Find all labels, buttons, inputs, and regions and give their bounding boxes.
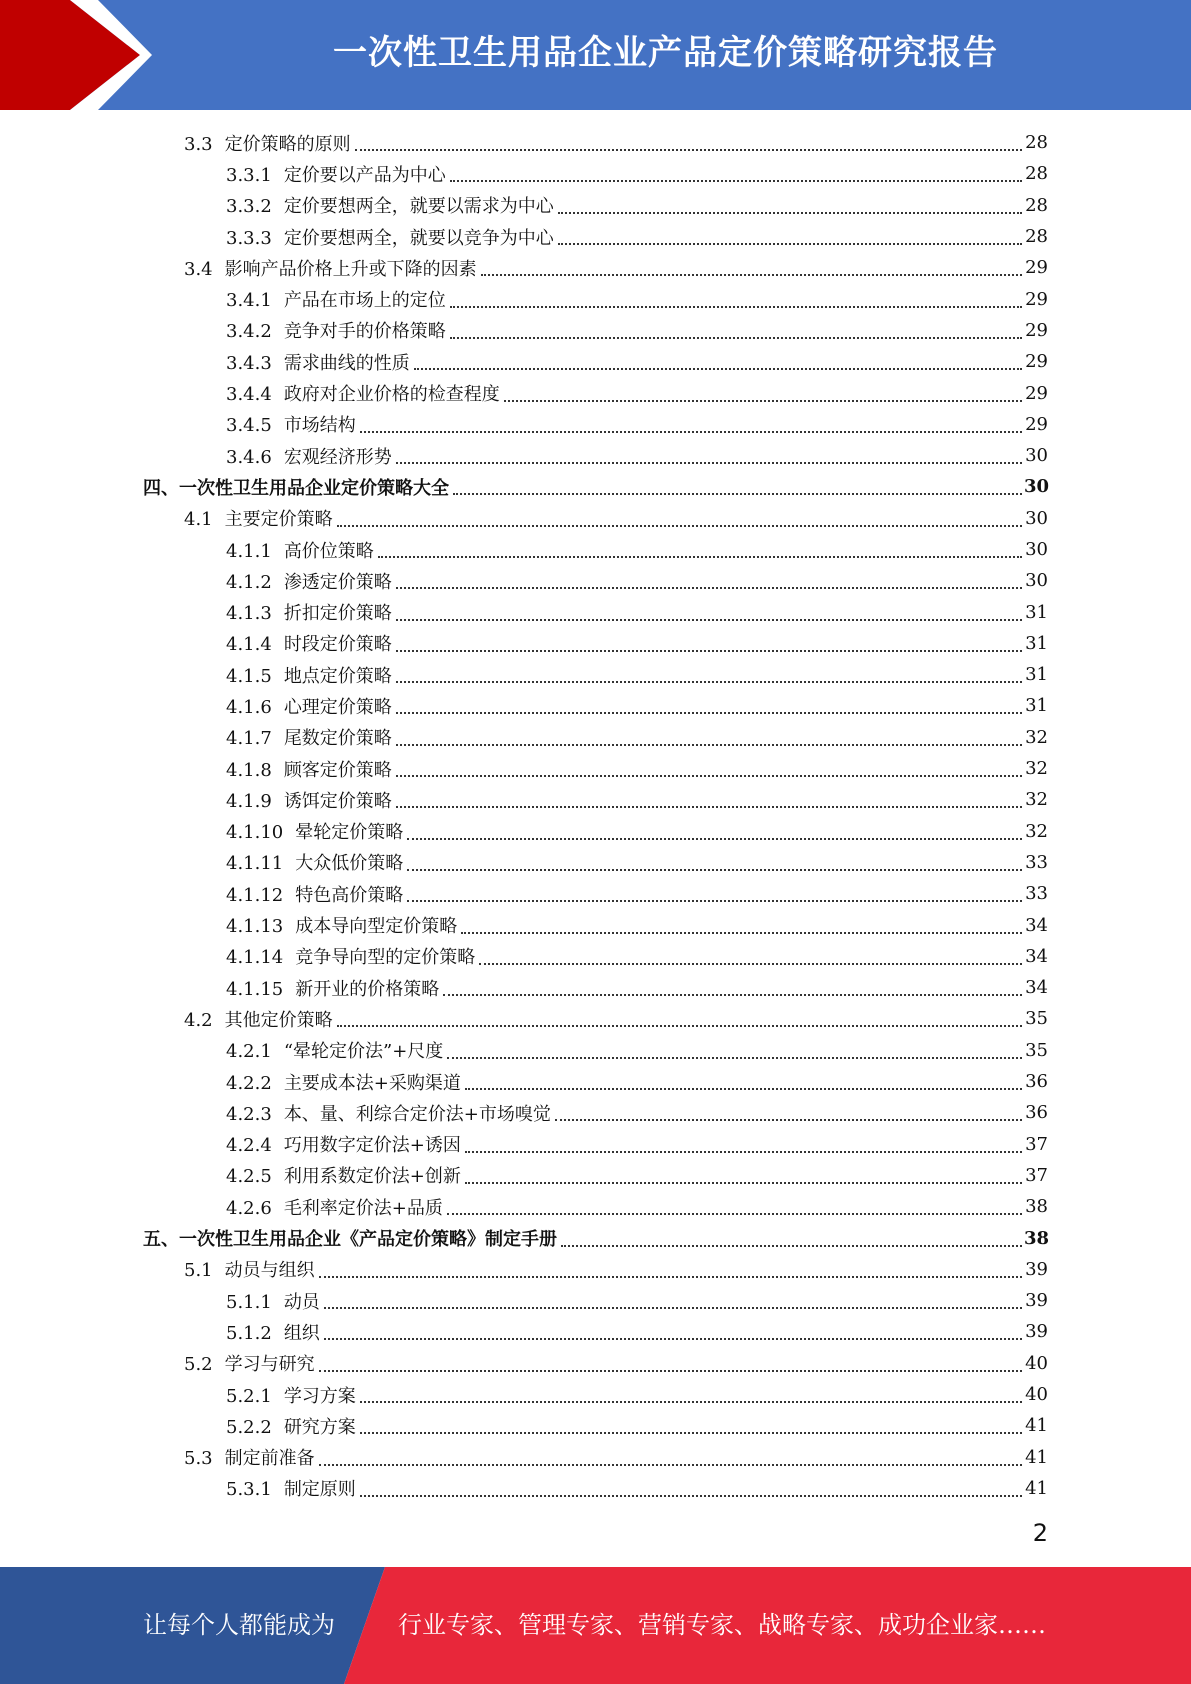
toc-entry-label: 折扣定价策略 — [283, 603, 392, 625]
toc-entry-label: 成本导向型定价策略 — [295, 916, 458, 938]
toc-entry-number: 5.1 — [184, 1260, 213, 1282]
toc-entry-label: 产品在市场上的定位 — [283, 290, 446, 312]
toc-entry-page: 37 — [1025, 1133, 1048, 1155]
toc-dot-leader — [396, 711, 1022, 714]
toc-entry[interactable] — [0, 596, 1191, 627]
toc-dot-leader — [481, 273, 1022, 276]
toc-entry-title — [226, 380, 500, 406]
toc-entry-number: 3.4.3 — [226, 352, 272, 374]
toc-dot-leader — [324, 1337, 1022, 1340]
toc-entry-page: 29 — [1025, 413, 1048, 435]
toc-entry[interactable] — [0, 753, 1191, 784]
footer-slogan-left: 让每个人都能成为 — [143, 1611, 335, 1639]
toc-dot-leader — [461, 931, 1022, 934]
toc-entry[interactable] — [0, 565, 1191, 596]
toc-entry-title — [226, 881, 403, 907]
toc-entry[interactable] — [0, 503, 1191, 534]
toc-entry-label: 学习方案 — [283, 1385, 356, 1407]
toc-entry[interactable] — [0, 1348, 1191, 1379]
toc-entry-page: 33 — [1025, 851, 1048, 873]
toc-entry-title — [226, 787, 392, 813]
toc-entry-number: 4.1.1 — [226, 540, 272, 562]
toc-entry-title — [226, 1069, 461, 1095]
toc-entry-number: 4.1.2 — [226, 571, 272, 593]
toc-entry-title — [226, 693, 392, 719]
toc-entry-label: 政府对企业价格的检查程度 — [283, 384, 500, 406]
toc-entry[interactable] — [0, 471, 1191, 502]
toc-entry-label: 时段定价策略 — [283, 634, 392, 656]
toc-dot-leader — [558, 211, 1022, 214]
toc-dot-leader — [396, 461, 1022, 464]
toc-entry-label: 定价要想两全，就要以需求为中心 — [283, 196, 554, 218]
toc-entry[interactable] — [0, 534, 1191, 565]
toc-dot-leader — [465, 1087, 1022, 1090]
toc-entry-number: 4.1 — [184, 509, 213, 531]
toc-entry[interactable] — [0, 1003, 1191, 1034]
toc-entry-number: 4.2.5 — [226, 1166, 272, 1188]
toc-entry-number: 5.3.1 — [226, 1479, 272, 1501]
toc-entry-title — [184, 130, 351, 156]
toc-entry-number: 5.3 — [184, 1448, 213, 1470]
toc-dot-leader — [360, 1494, 1022, 1497]
toc-entry-number: 3.4.6 — [226, 446, 272, 468]
toc-entry[interactable] — [0, 1285, 1191, 1316]
toc-dot-leader — [447, 1056, 1022, 1059]
toc-dot-leader — [504, 399, 1022, 402]
toc-entry-number: 4.1.7 — [226, 728, 272, 750]
toc-entry-page: 35 — [1025, 1008, 1048, 1030]
toc-entry-title — [226, 443, 392, 469]
toc-entry[interactable] — [0, 1129, 1191, 1160]
toc-entry-page: 34 — [1025, 914, 1048, 936]
page-number: 2 — [1032, 1519, 1048, 1547]
toc-entry-page: 30 — [1025, 445, 1048, 467]
toc-entry[interactable] — [0, 1254, 1191, 1285]
toc-entry-number: 4.1.11 — [226, 853, 284, 875]
toc-entry[interactable] — [0, 1035, 1191, 1066]
toc-entry-page: 32 — [1025, 789, 1048, 811]
toc-dot-leader — [407, 868, 1022, 871]
toc-dot-leader — [479, 962, 1022, 965]
toc-entry-title — [226, 317, 446, 343]
toc-entry-number: 3.4 — [184, 258, 213, 280]
toc-entry-page: 30 — [1025, 570, 1048, 592]
toc-entry-page: 38 — [1024, 1227, 1050, 1249]
toc-entry-title — [184, 1350, 315, 1376]
toc-entry[interactable] — [0, 628, 1191, 659]
toc-entry-title — [226, 1194, 443, 1220]
toc-entry[interactable] — [0, 909, 1191, 940]
toc-dot-leader — [396, 618, 1022, 621]
toc-entry-page: 29 — [1025, 319, 1048, 341]
toc-dot-leader — [555, 1118, 1022, 1121]
toc-entry[interactable] — [0, 941, 1191, 972]
toc-entry-label: 动员 — [283, 1291, 320, 1313]
toc-entry[interactable] — [0, 1097, 1191, 1128]
toc-dot-leader — [396, 586, 1022, 589]
toc-entry-page: 34 — [1025, 977, 1048, 999]
toc-entry[interactable] — [0, 847, 1191, 878]
toc-entry-label: 竞争对手的价格策略 — [283, 321, 446, 343]
toc-dot-leader — [319, 1463, 1022, 1466]
toc-entry[interactable] — [0, 972, 1191, 1003]
toc-dot-leader — [407, 837, 1022, 840]
toc-entry-page: 29 — [1025, 288, 1048, 310]
toc-entry-page: 28 — [1025, 132, 1048, 154]
toc-dot-leader — [319, 1275, 1022, 1278]
toc-entry-label: 巧用数字定价法+诱因 — [283, 1135, 461, 1157]
toc-entry[interactable] — [0, 690, 1191, 721]
toc-entry-page: 32 — [1025, 726, 1048, 748]
toc-entry-number: 5.1.1 — [226, 1291, 272, 1313]
toc-entry[interactable] — [0, 1222, 1191, 1253]
toc-entry-label: 高价位策略 — [283, 540, 374, 562]
toc-entry-label: 影响产品价格上升或下降的因素 — [224, 258, 477, 280]
toc-entry[interactable] — [0, 315, 1191, 346]
toc-entry-number: 4.1.13 — [226, 916, 284, 938]
toc-entry-label: 心理定价策略 — [283, 696, 392, 718]
toc-entry-title — [226, 1162, 461, 1188]
toc-entry-page: 39 — [1025, 1258, 1048, 1280]
toc-dot-leader — [447, 1212, 1022, 1215]
toc-entry[interactable] — [0, 409, 1191, 440]
toc-dot-leader — [450, 179, 1022, 182]
toc-entry-number: 3.4.4 — [226, 384, 272, 406]
toc-entry-page: 31 — [1025, 695, 1048, 717]
toc-dot-leader — [396, 805, 1022, 808]
toc-entry-page: 30 — [1025, 539, 1048, 560]
toc-entry-label: 晕轮定价策略 — [295, 822, 404, 844]
toc-entry-page: 36 — [1025, 1071, 1048, 1093]
toc-entry-page: 30 — [1025, 507, 1048, 529]
toc-entry-title — [226, 1475, 356, 1501]
toc-dot-leader — [453, 492, 1022, 495]
toc-entry-label: 特色高价策略 — [295, 884, 404, 906]
toc-entry-title — [226, 1413, 356, 1439]
footer-slogan-right: 行业专家、管理专家、营销专家、战略专家、成功企业家…… — [398, 1611, 1046, 1639]
toc-entry-title — [226, 1382, 356, 1408]
toc-entry-number: 4.1.10 — [226, 822, 284, 844]
toc-entry-number: 4.2.1 — [226, 1041, 272, 1063]
toc-entry-label: 研究方案 — [283, 1416, 356, 1438]
toc-entry[interactable] — [0, 346, 1191, 377]
toc-entry-title — [226, 161, 446, 187]
toc-entry-label: 诱饵定价策略 — [283, 790, 392, 812]
toc-entry-page: 41 — [1025, 1446, 1048, 1468]
toc-entry-page: 34 — [1025, 945, 1048, 967]
toc-dot-leader — [407, 899, 1022, 902]
toc-entry-title — [226, 568, 392, 594]
toc-entry-number: 4.1.12 — [226, 884, 284, 906]
toc-dot-leader — [396, 649, 1022, 652]
toc-entry[interactable] — [0, 377, 1191, 408]
toc-entry[interactable] — [0, 127, 1191, 158]
page-footer — [0, 1567, 1191, 1684]
toc-entry-number: 4.2.4 — [226, 1135, 272, 1157]
toc-entry[interactable] — [0, 1473, 1191, 1504]
toc-entry[interactable] — [0, 440, 1191, 471]
toc-entry[interactable] — [0, 816, 1191, 847]
toc-entry-number: 3.4.1 — [226, 290, 272, 312]
toc-entry-page: 30 — [1024, 476, 1050, 498]
toc-entry[interactable] — [0, 784, 1191, 815]
toc-entry-title — [226, 599, 392, 625]
toc-entry-number: 4.2.2 — [226, 1072, 272, 1094]
toc-entry-label: 组织 — [283, 1322, 320, 1344]
toc-entry-label: 宏观经济形势 — [283, 446, 392, 468]
toc-entry-label: 主要定价策略 — [224, 509, 333, 531]
toc-entry-label: 利用系数定价法+创新 — [283, 1166, 461, 1188]
toc-dot-leader — [337, 524, 1022, 527]
toc-entry-number: 4.1.5 — [226, 665, 272, 687]
toc-entry-page: 29 — [1025, 351, 1048, 373]
toc-entry-page: 28 — [1025, 226, 1048, 248]
toc-entry-label: 制定原则 — [283, 1479, 356, 1501]
toc-entry[interactable] — [0, 1379, 1191, 1410]
toc-entry-label: “晕轮定价法”+尺度 — [283, 1041, 444, 1063]
toc-entry[interactable] — [0, 1191, 1191, 1222]
toc-dot-leader — [561, 1244, 1022, 1247]
toc-entry-title — [184, 1444, 315, 1470]
toc-entry-number: 3.3.2 — [226, 196, 272, 218]
toc-entry-title — [226, 349, 410, 375]
toc-entry-page: 41 — [1025, 1477, 1048, 1499]
toc-entry-page: 39 — [1025, 1321, 1048, 1343]
toc-entry-label: 毛利率定价法+品质 — [283, 1197, 443, 1219]
toc-entry-label: 顾客定价策略 — [283, 759, 392, 781]
toc-entry-page: 31 — [1025, 632, 1048, 654]
toc-entry-label: 竞争导向型的定价策略 — [295, 947, 476, 969]
toc-entry-title — [226, 192, 554, 218]
toc-entry-page: 37 — [1025, 1164, 1048, 1186]
toc-entry-label: 五、一次性卫生用品企业《产品定价策略》制定手册 — [143, 1229, 557, 1251]
toc-entry-label: 其他定价策略 — [224, 1009, 333, 1031]
toc-entry[interactable] — [0, 221, 1191, 252]
toc-entry[interactable] — [0, 1316, 1191, 1347]
toc-entry-page: 35 — [1025, 1039, 1048, 1061]
toc-dot-leader — [378, 555, 1022, 558]
toc-entry-number: 5.2 — [184, 1354, 213, 1376]
toc-entry-number: 4.2.6 — [226, 1197, 272, 1219]
toc-entry-number: 4.2 — [184, 1009, 213, 1031]
toc-entry-page: 32 — [1025, 758, 1048, 780]
toc-entry-label: 主要成本法+采购渠道 — [283, 1072, 461, 1094]
toc-entry-label: 制定前准备 — [224, 1448, 315, 1470]
toc-entry-title — [184, 255, 477, 281]
toc-entry-page: 38 — [1025, 1196, 1048, 1218]
toc-entry-page: 40 — [1025, 1384, 1048, 1406]
toc-entry-label: 需求曲线的性质 — [283, 352, 410, 374]
toc-dot-leader — [465, 1150, 1022, 1153]
toc-entry[interactable] — [0, 1160, 1191, 1191]
toc-entry-number: 3.4.5 — [226, 415, 272, 437]
toc-dot-leader — [414, 367, 1022, 370]
toc-entry-number: 4.1.15 — [226, 978, 284, 1000]
toc-entry-page: 28 — [1025, 194, 1048, 216]
toc-entry-number: 5.2.1 — [226, 1385, 272, 1407]
toc-entry-page: 40 — [1025, 1352, 1048, 1374]
toc-dot-leader — [558, 242, 1022, 245]
toc-entry-page: 36 — [1025, 1102, 1048, 1124]
toc-entry-title — [226, 1131, 461, 1157]
toc-entry-number: 3.4.2 — [226, 321, 272, 343]
toc-entry[interactable] — [0, 190, 1191, 221]
toc-entry-label: 渗透定价策略 — [283, 571, 392, 593]
toc-entry-number: 4.1.6 — [226, 696, 272, 718]
toc-entry-page: 31 — [1025, 664, 1048, 686]
toc-entry-title — [226, 630, 392, 656]
toc-dot-leader — [355, 148, 1022, 151]
toc-entry-title — [184, 1256, 315, 1282]
toc-entry-number: 4.1.3 — [226, 603, 272, 625]
toc-entry-label: 市场结构 — [283, 415, 356, 437]
toc-entry-title — [226, 756, 392, 782]
toc-dot-leader — [337, 1024, 1022, 1027]
toc-entry-title — [226, 286, 446, 312]
toc-entry-number: 3.3.1 — [226, 164, 272, 186]
toc-entry-number: 3.3 — [184, 133, 213, 155]
toc-entry-page: 41 — [1025, 1415, 1048, 1437]
toc-entry[interactable] — [0, 1410, 1191, 1441]
toc-entry-label: 定价要以产品为中心 — [283, 164, 446, 186]
toc-entry-title — [184, 505, 333, 531]
toc-dot-leader — [360, 1400, 1022, 1403]
toc-entry-title — [184, 1006, 333, 1032]
toc-dot-leader — [319, 1369, 1022, 1372]
toc-dot-leader — [396, 743, 1022, 746]
toc-entry-label: 四、一次性卫生用品企业定价策略大全 — [143, 477, 449, 499]
toc-entry[interactable] — [0, 659, 1191, 690]
toc-entry-page: 28 — [1025, 163, 1048, 185]
toc-dot-leader — [450, 305, 1022, 308]
toc-dot-leader — [396, 680, 1022, 683]
toc-entry-number: 4.1.14 — [226, 947, 284, 969]
toc-entry-number: 5.2.2 — [226, 1416, 272, 1438]
toc-entry-title — [226, 818, 403, 844]
toc-dot-leader — [443, 993, 1022, 996]
toc-entry-title — [226, 1319, 320, 1345]
toc-entry-label: 学习与研究 — [224, 1354, 315, 1376]
toc-entry-number: 3.3.3 — [226, 227, 272, 249]
toc-entry-number: 4.1.8 — [226, 759, 272, 781]
toc-entry-title — [226, 912, 457, 938]
header-title: 一次性卫生用品企业产品定价策略研究报告 — [333, 33, 998, 73]
toc-dot-leader — [360, 1431, 1022, 1434]
toc-entry[interactable] — [0, 1066, 1191, 1097]
toc-entry-label: 新开业的价格策略 — [295, 978, 440, 1000]
toc-entry[interactable] — [0, 878, 1191, 909]
toc-entry-title — [226, 943, 475, 969]
toc-entry-title — [226, 662, 392, 688]
toc-dot-leader — [396, 774, 1022, 777]
toc-entry-title — [226, 724, 392, 750]
toc-entry-number: 5.1.2 — [226, 1322, 272, 1344]
page-header — [0, 0, 1191, 110]
toc-entry-title — [226, 975, 439, 1001]
toc-entry-title — [226, 537, 374, 563]
toc-entry[interactable] — [0, 158, 1191, 189]
toc-entry-label: 地点定价策略 — [283, 665, 392, 687]
toc-entry-page: 39 — [1025, 1290, 1048, 1312]
toc-entry-page: 31 — [1025, 601, 1048, 623]
toc-entry-label: 大众低价策略 — [295, 853, 404, 875]
toc-entry[interactable] — [0, 252, 1191, 283]
toc-entry-label: 尾数定价策略 — [283, 728, 392, 750]
toc-entry[interactable] — [0, 283, 1191, 314]
toc-entry-label: 本、量、利综合定价法+市场嗅觉 — [283, 1103, 551, 1125]
toc-entry-page: 29 — [1025, 257, 1048, 279]
toc-entry-label: 定价要想两全，就要以竞争为中心 — [283, 227, 554, 249]
toc-entry-title — [226, 224, 554, 250]
toc-entry-title — [143, 1225, 557, 1251]
toc-entry-title — [226, 1288, 320, 1314]
toc-entry-page: 32 — [1025, 820, 1048, 842]
toc-dot-leader — [360, 430, 1022, 433]
toc-dot-leader — [450, 336, 1022, 339]
toc-entry-number: 4.2.3 — [226, 1103, 272, 1125]
toc-entry-title — [226, 411, 356, 437]
toc-entry-label: 动员与组织 — [224, 1260, 315, 1282]
toc-dot-leader — [324, 1306, 1022, 1309]
toc-entry[interactable] — [0, 1441, 1191, 1472]
toc-entry-label: 定价策略的原则 — [224, 133, 351, 155]
table-of-contents — [0, 127, 1191, 1504]
toc-entry-title — [226, 849, 403, 875]
toc-entry-title — [226, 1100, 551, 1126]
toc-entry-page: 33 — [1025, 883, 1048, 905]
toc-entry[interactable] — [0, 722, 1191, 753]
toc-entry-number: 4.1.4 — [226, 634, 272, 656]
toc-entry-title — [226, 1037, 443, 1063]
toc-entry-number: 4.1.9 — [226, 790, 272, 812]
toc-entry-title — [143, 474, 449, 500]
toc-dot-leader — [465, 1181, 1022, 1184]
toc-entry-page: 29 — [1025, 382, 1048, 404]
